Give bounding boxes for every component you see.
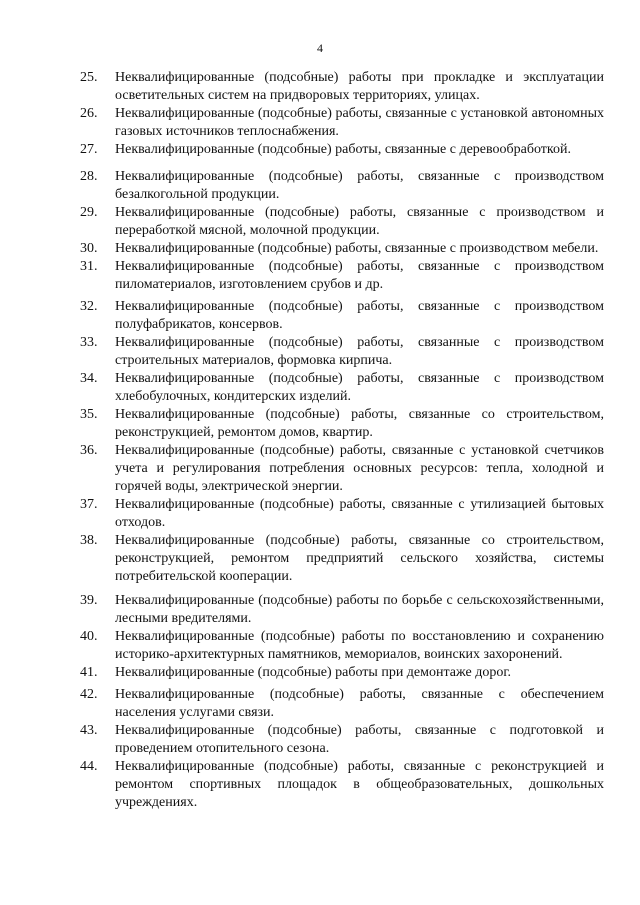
list-item: [80, 105, 604, 141]
item-text: Неквалифицированные (подсобные) работы, связанные с утилизацией бытовых отходов.: [115, 497, 604, 530]
item-text: Неквалифицированные (подсобные) работы, связанные с производством мебели.: [115, 241, 599, 256]
list-item: [80, 370, 604, 406]
list-item: [80, 722, 604, 758]
list-item: [80, 686, 604, 722]
item-number: 27.: [80, 142, 98, 157]
item-number: 35.: [80, 407, 98, 422]
item-text: Неквалифицированные (подсобные) работы при демонтаже дорог.: [115, 665, 511, 680]
item-text: Неквалифицированные (подсобные) работы по борьбе с сельскохозяйственными, лесными вредителями.: [115, 593, 604, 626]
list-item: [80, 141, 604, 159]
item-number: 33.: [80, 335, 98, 350]
list-item: [80, 298, 604, 334]
item-number: 26.: [80, 106, 98, 121]
item-number: 37.: [80, 497, 98, 512]
item-text: Неквалифицированные (подсобные) работы, связанные с производством и переработкой мясной, молочной продукции.: [115, 205, 604, 238]
list-item: [80, 628, 604, 664]
item-text: Неквалифицированные (подсобные) работы, связанные со строительством, реконструкцией, ремонтом домов, квартир.: [115, 407, 604, 440]
list-item: [80, 592, 604, 628]
list-item: [80, 532, 604, 586]
item-number: 42.: [80, 687, 98, 702]
item-number: 38.: [80, 533, 98, 548]
page-number: 4: [317, 41, 323, 55]
list-item: [80, 69, 604, 105]
list-item: [80, 758, 604, 812]
item-number: 34.: [80, 371, 98, 386]
item-number: 32.: [80, 299, 98, 314]
item-text: Неквалифицированные (подсобные) работы, связанные с производством пиломатериалов, изготовлением срубов и др.: [115, 259, 604, 292]
work-list: [80, 69, 604, 812]
item-number: 25.: [80, 70, 98, 85]
list-item: [80, 664, 604, 682]
item-text: Неквалифицированные (подсобные) работы, связанные с производством хлебобулочных, кондитерских изделий.: [115, 371, 604, 404]
item-text: Неквалифицированные (подсобные) работы, связанные с установкой счетчиков учета и регулирования потребления основных ресурсов: тепла, холодной и горячей воды, электрической энергии.: [115, 443, 604, 494]
item-number: 28.: [80, 169, 98, 184]
item-text: Неквалифицированные (подсобные) работы, связанные с производством полуфабрикатов, консервов.: [115, 299, 604, 332]
list-item: [80, 496, 604, 532]
item-text: Неквалифицированные (подсобные) работы, связанные с обеспечением населения услугами связи.: [115, 687, 604, 720]
item-text: Неквалифицированные (подсобные) работы при прокладке и эксплуатации осветительных систем на придворовых территориях, улицах.: [115, 70, 604, 103]
item-text: Неквалифицированные (подсобные) работы, связанные с деревообработкой.: [115, 142, 572, 157]
list-item: [80, 442, 604, 496]
item-text: Неквалифицированные (подсобные) работы, связанные с реконструкцией и ремонтом спортивных площадок в общеобразовательных, дошкольных учреждениях.: [115, 759, 604, 810]
item-text: Неквалифицированные (подсобные) работы, связанные с установкой автономных газовых источников теплоснабжения.: [115, 106, 604, 139]
list-item: [80, 168, 604, 204]
item-number: 30.: [80, 241, 98, 256]
list-item: [80, 258, 604, 294]
item-number: 39.: [80, 593, 98, 608]
item-number: 40.: [80, 629, 98, 644]
list-item: [80, 406, 604, 442]
item-text: Неквалифицированные (подсобные) работы, связанные с производством строительных материалов, формовка кирпича.: [115, 335, 604, 368]
list-item: [80, 240, 604, 258]
list-item: [80, 204, 604, 240]
item-text: Неквалифицированные (подсобные) работы, связанные со строительством, реконструкцией, ремонтом предприятий сельского хозяйства, системы потребительской кооперации.: [115, 533, 604, 584]
item-text: Неквалифицированные (подсобные) работы, связанные с подготовкой и проведением отопительного сезона.: [115, 723, 604, 756]
item-number: 31.: [80, 259, 98, 274]
item-number: 41.: [80, 665, 98, 680]
item-number: 36.: [80, 443, 98, 458]
item-number: 29.: [80, 205, 98, 220]
item-number: 44.: [80, 759, 98, 774]
list-item: [80, 334, 604, 370]
item-number: 43.: [80, 723, 98, 738]
item-text: Неквалифицированные (подсобные) работы, связанные с производством безалкогольной продукции.: [115, 169, 604, 202]
item-text: Неквалифицированные (подсобные) работы по восстановлению и сохранению историко-архитектурных памятников, мемориалов, воинских захоронений.: [115, 629, 604, 662]
